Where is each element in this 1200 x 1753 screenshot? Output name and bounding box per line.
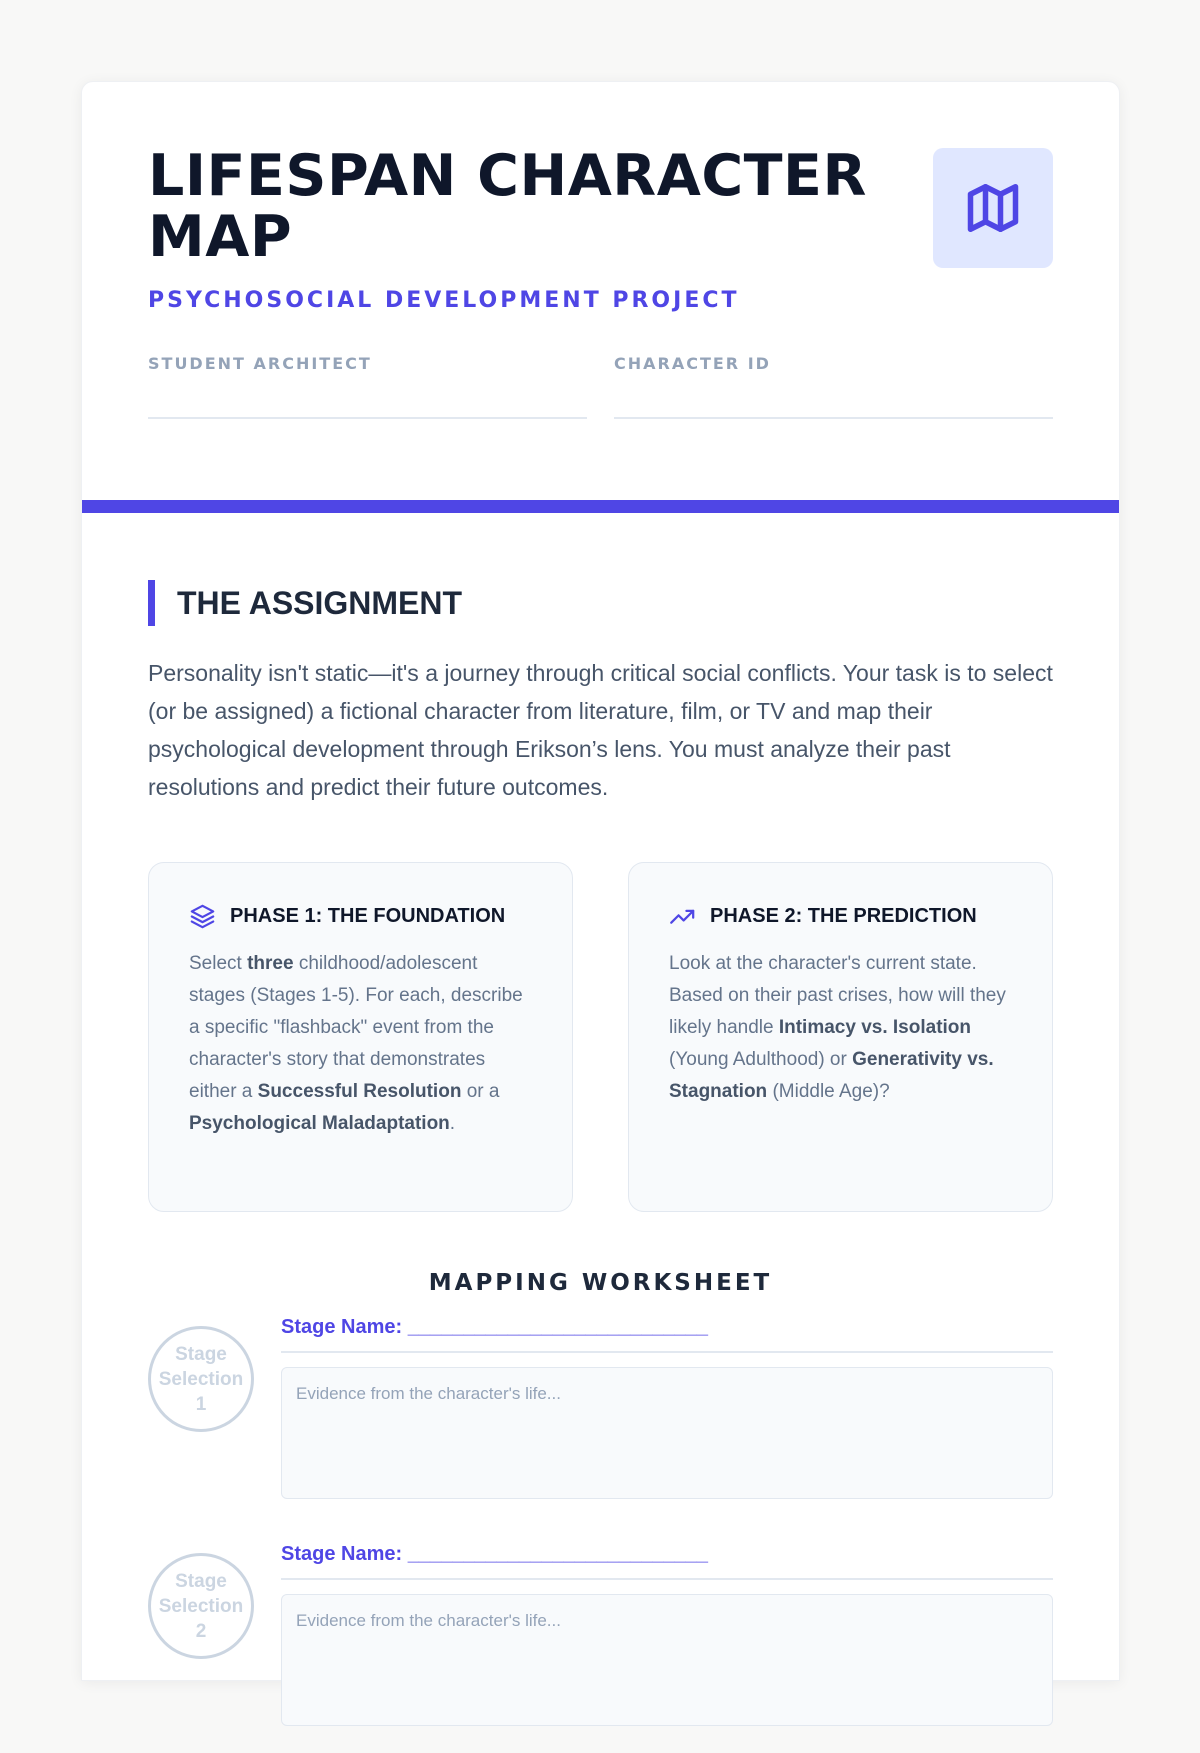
phase-text: . <box>449 1113 456 1134</box>
phase-emphasis: three <box>247 953 294 974</box>
character-id-field[interactable] <box>614 354 1053 419</box>
assignment-heading <box>148 580 1053 626</box>
phase-body <box>189 948 532 1140</box>
phase-emphasis: Successful Resolution <box>257 1081 462 1102</box>
student-architect-label: STUDENT ARCHITECT <box>148 354 372 373</box>
phase-text: childhood/adolescent stages (Stages 1-5). For each, describe a specific "flashback" event from the character's story that demonstrates either a <box>189 953 523 1102</box>
phase-text: Look at the character's current state. Based on their past crises, how will they likely handle <box>669 953 1006 1038</box>
phase-header <box>669 903 1012 930</box>
header <box>82 82 1119 500</box>
phase-emphasis: Generativity vs. Stagnation <box>669 1049 994 1102</box>
evidence-textarea[interactable]: Evidence from the character's life... <box>281 1367 1053 1499</box>
stage-fields <box>281 1316 1053 1499</box>
phases <box>148 862 1053 1212</box>
worksheet-title: MAPPING WORKSHEET <box>428 1270 773 1296</box>
phase-emphasis: Intimacy vs. Isolation <box>778 1017 972 1038</box>
character-id-label: CHARACTER ID <box>614 354 771 373</box>
phase-card-2 <box>628 862 1053 1212</box>
phase-text: (Young Adulthood) or <box>669 1049 853 1070</box>
assignment-card <box>81 81 1120 1681</box>
assignment-body: Personality isn't static—it's a journey through critical social conflicts. Your task is to select (or be assigned) a fictional character from literature, film, or TV and map their psychological development through Erikson’s lens. You must analyze their past resolutions and predict their future outcomes. <box>148 660 1053 800</box>
phase-text: or a <box>461 1081 500 1102</box>
worksheet-stage-1 <box>148 1316 1053 1526</box>
phase-header <box>189 903 532 930</box>
stage-fields <box>281 1543 1053 1726</box>
stage-name-field[interactable]: Stage Name: ___________________________ <box>281 1543 1053 1580</box>
phase-title: PHASE 1: THE FOUNDATION <box>230 905 506 927</box>
character-id-input[interactable] <box>614 417 1053 419</box>
phase-card-1 <box>148 862 573 1212</box>
section-accent-bar <box>148 580 155 626</box>
phase-text: (Middle Age)? <box>767 1081 890 1102</box>
trending-up-icon <box>669 903 696 930</box>
assignment-title: THE ASSIGNMENT <box>177 584 463 621</box>
phase-text: Select <box>189 953 248 974</box>
phase-title: PHASE 2: THE PREDICTION <box>710 905 977 927</box>
stage-selection-circle: Stage Selection 1 <box>148 1326 254 1432</box>
stage-name-field[interactable]: Stage Name: ___________________________ <box>281 1316 1053 1353</box>
student-architect-input[interactable] <box>148 417 587 419</box>
accent-divider <box>82 500 1119 513</box>
student-architect-field[interactable] <box>148 354 587 419</box>
phase-emphasis: Psychological Maladaptation <box>189 1113 450 1134</box>
page-subtitle: PSYCHOSOCIAL DEVELOPMENT PROJECT <box>148 288 740 313</box>
stage-selection-circle: Stage Selection 2 <box>148 1553 254 1659</box>
main-content <box>148 580 1053 1753</box>
worksheet-stage-2 <box>148 1543 1053 1753</box>
page-title: LIFESPAN CHARACTER MAP <box>148 143 867 270</box>
layers-icon <box>189 903 216 930</box>
logo-box <box>933 148 1053 268</box>
student-fields <box>148 354 1053 419</box>
map-icon <box>963 178 1023 238</box>
phase-body <box>669 948 1012 1108</box>
evidence-textarea[interactable]: Evidence from the character's life... <box>281 1594 1053 1726</box>
